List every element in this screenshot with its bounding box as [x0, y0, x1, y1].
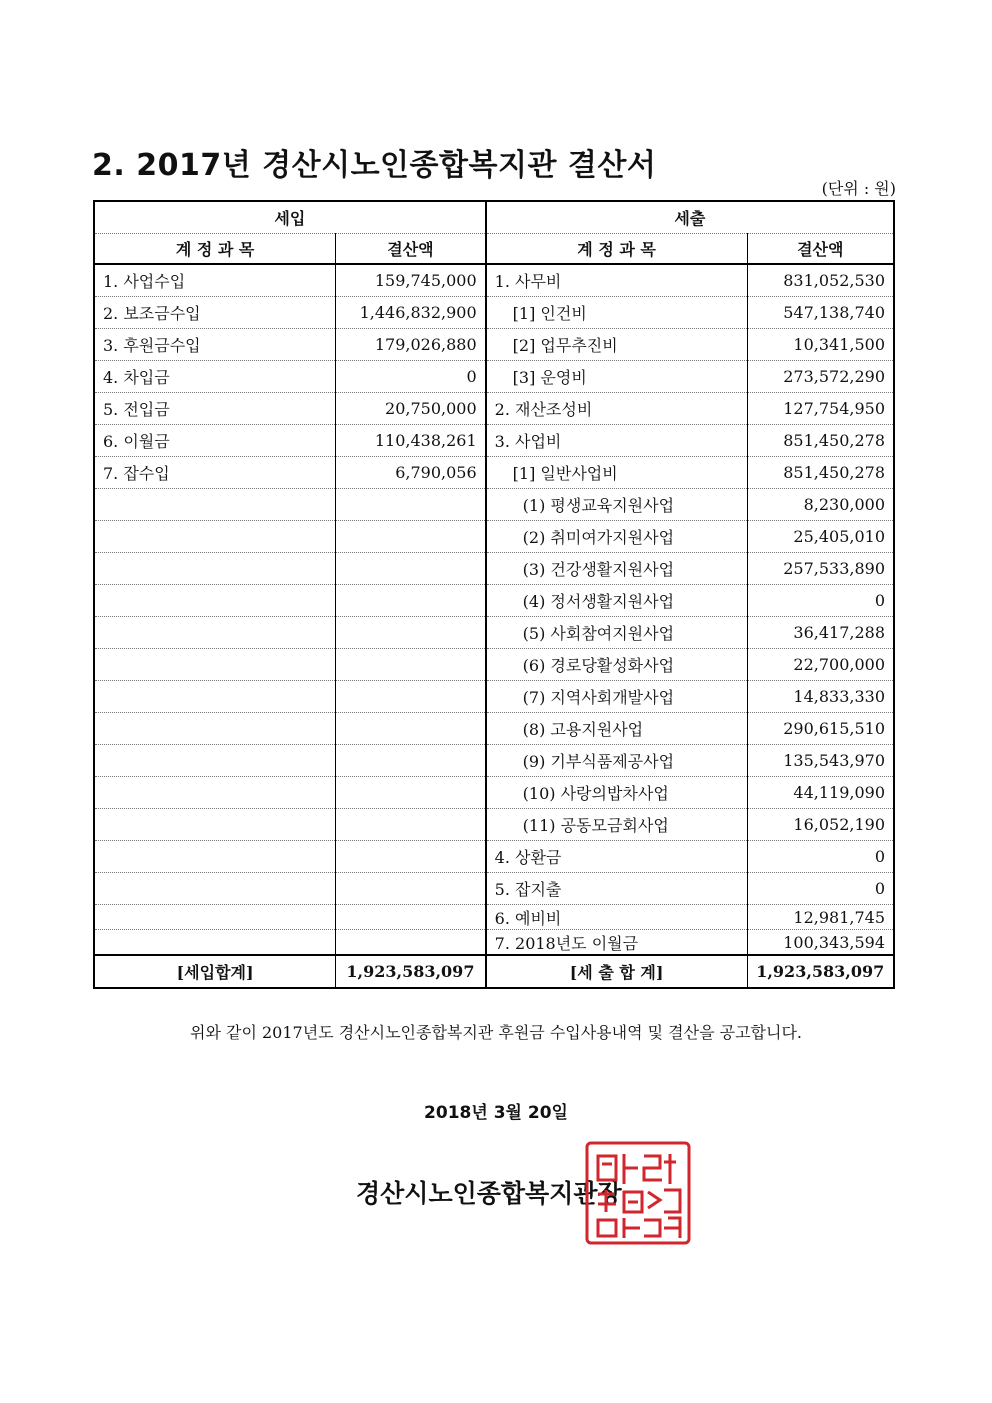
- expense-account-cell: 1. 사무비: [486, 264, 747, 297]
- expense-amount-cell: 10,341,500: [747, 329, 894, 361]
- expense-account-header: 계 정 과 목: [486, 234, 747, 265]
- income-header: 세입: [94, 201, 486, 234]
- income-amount-cell: [336, 489, 486, 521]
- signer-title: 경산시노인종합복지관장: [356, 1179, 622, 1208]
- table-row: [94, 841, 894, 873]
- expense-account-cell: (1) 평생교육지원사업: [486, 489, 747, 521]
- income-account-cell: 2. 보조금수입: [94, 297, 336, 329]
- document-title: 2. 2017년 경산시노인종합복지관 결산서: [92, 148, 657, 183]
- expense-account-cell: (10) 사랑의밥차사업: [486, 777, 747, 809]
- income-total-amount: 1,923,583,097: [336, 955, 486, 988]
- income-account-header: 계 정 과 목: [94, 234, 336, 265]
- expense-account-cell: (4) 정서생활지원사업: [486, 585, 747, 617]
- income-amount-cell: [336, 905, 486, 930]
- income-account-cell: [94, 617, 336, 649]
- income-account-cell: [94, 873, 336, 905]
- expense-account-cell: (3) 건강생활지원사업: [486, 553, 747, 585]
- expense-account-cell: [3] 운영비: [486, 361, 747, 393]
- income-account-cell: [94, 649, 336, 681]
- income-amount-cell: [336, 873, 486, 905]
- expense-amount-cell: 547,138,740: [747, 297, 894, 329]
- income-account-cell: [94, 585, 336, 617]
- income-account-cell: 1. 사업수입: [94, 264, 336, 297]
- income-amount-cell: [336, 681, 486, 713]
- income-account-cell: [94, 553, 336, 585]
- income-account-cell: [94, 777, 336, 809]
- table-row: [94, 681, 894, 713]
- table-row: [94, 745, 894, 777]
- expense-header: 세출: [486, 201, 894, 234]
- table-row: [94, 777, 894, 809]
- expense-amount-cell: 851,450,278: [747, 457, 894, 489]
- table-row: [94, 873, 894, 905]
- expense-account-cell: (2) 취미여가지원사업: [486, 521, 747, 553]
- table-row: [94, 297, 894, 329]
- income-amount-cell: 179,026,880: [336, 329, 486, 361]
- expense-amount-cell: 257,533,890: [747, 553, 894, 585]
- table-row: [94, 649, 894, 681]
- income-account-cell: 3. 후원금수입: [94, 329, 336, 361]
- table-row: [94, 361, 894, 393]
- expense-amount-cell: 44,119,090: [747, 777, 894, 809]
- income-amount-cell: 110,438,261: [336, 425, 486, 457]
- income-account-cell: [94, 841, 336, 873]
- expense-total-amount: 1,923,583,097: [747, 955, 894, 988]
- table-row: [94, 809, 894, 841]
- expense-amount-cell: 12,981,745: [747, 905, 894, 930]
- table-row: [94, 713, 894, 745]
- income-amount-cell: [336, 930, 486, 956]
- expense-amount-cell: 135,543,970: [747, 745, 894, 777]
- income-account-cell: [94, 681, 336, 713]
- income-total-label: [세입합계]: [94, 955, 336, 988]
- table-row: [94, 585, 894, 617]
- income-amount-cell: 1,446,832,900: [336, 297, 486, 329]
- income-amount-cell: 159,745,000: [336, 264, 486, 297]
- table-row: [94, 425, 894, 457]
- expense-account-cell: 6. 예비비: [486, 905, 747, 930]
- expense-account-cell: 2. 재산조성비: [486, 393, 747, 425]
- expense-amount-cell: 851,450,278: [747, 425, 894, 457]
- income-account-cell: [94, 489, 336, 521]
- expense-amount-cell: 0: [747, 873, 894, 905]
- expense-account-cell: (9) 기부식품제공사업: [486, 745, 747, 777]
- income-amount-cell: 6,790,056: [336, 457, 486, 489]
- expense-amount-cell: 36,417,288: [747, 617, 894, 649]
- income-amount-header: 결산액: [336, 234, 486, 265]
- expense-account-cell: (11) 공동모금회사업: [486, 809, 747, 841]
- expense-amount-cell: 273,572,290: [747, 361, 894, 393]
- expense-amount-cell: 290,615,510: [747, 713, 894, 745]
- table-row: [94, 930, 894, 956]
- income-amount-cell: 20,750,000: [336, 393, 486, 425]
- expense-account-cell: [1] 인건비: [486, 297, 747, 329]
- table-row: [94, 457, 894, 489]
- income-amount-cell: [336, 777, 486, 809]
- table-row: [94, 905, 894, 930]
- income-account-cell: [94, 521, 336, 553]
- expense-account-cell: (8) 고용지원사업: [486, 713, 747, 745]
- expense-amount-cell: 14,833,330: [747, 681, 894, 713]
- expense-account-cell: [1] 일반사업비: [486, 457, 747, 489]
- expense-amount-cell: 16,052,190: [747, 809, 894, 841]
- notice-date: 2018년 3월 20일: [424, 1103, 568, 1123]
- income-amount-cell: 0: [336, 361, 486, 393]
- expense-total-label: [세 출 합 계]: [486, 955, 747, 988]
- expense-amount-cell: 127,754,950: [747, 393, 894, 425]
- table-row: [94, 553, 894, 585]
- settlement-table: [93, 200, 895, 989]
- expense-account-cell: (5) 사회참여지원사업: [486, 617, 747, 649]
- income-account-cell: 4. 차입금: [94, 361, 336, 393]
- expense-amount-cell: 25,405,010: [747, 521, 894, 553]
- expense-amount-cell: 100,343,594: [747, 930, 894, 956]
- expense-account-cell: 3. 사업비: [486, 425, 747, 457]
- table-row: [94, 489, 894, 521]
- expense-account-cell: [2] 업무추진비: [486, 329, 747, 361]
- expense-amount-cell: 8,230,000: [747, 489, 894, 521]
- income-amount-cell: [336, 585, 486, 617]
- unit-label: (단위 : 원): [821, 179, 896, 198]
- income-account-cell: [94, 930, 336, 956]
- expense-account-cell: (7) 지역사회개발사업: [486, 681, 747, 713]
- expense-amount-cell: 831,052,530: [747, 264, 894, 297]
- income-account-cell: 7. 잡수입: [94, 457, 336, 489]
- income-amount-cell: [336, 521, 486, 553]
- income-amount-cell: [336, 553, 486, 585]
- table-subheader-row: [94, 234, 894, 265]
- expense-account-cell: 4. 상환금: [486, 841, 747, 873]
- income-account-cell: [94, 905, 336, 930]
- table-row: [94, 393, 894, 425]
- income-account-cell: [94, 809, 336, 841]
- table-row: [94, 521, 894, 553]
- table-row: [94, 617, 894, 649]
- table-row: [94, 264, 894, 297]
- expense-amount-cell: 22,700,000: [747, 649, 894, 681]
- expense-amount-header: 결산액: [747, 234, 894, 265]
- official-seal-stamp: [584, 1140, 692, 1246]
- income-amount-cell: [336, 713, 486, 745]
- notice-text: 위와 같이 2017년도 경산시노인종합복지관 후원금 수입사용내역 및 결산을 공고합니다.: [190, 1023, 802, 1042]
- income-account-cell: 5. 전입금: [94, 393, 336, 425]
- total-row: [94, 955, 894, 988]
- expense-account-cell: (6) 경로당활성화사업: [486, 649, 747, 681]
- income-amount-cell: [336, 841, 486, 873]
- expense-amount-cell: 0: [747, 841, 894, 873]
- expense-amount-cell: 0: [747, 585, 894, 617]
- income-amount-cell: [336, 745, 486, 777]
- income-account-cell: 6. 이월금: [94, 425, 336, 457]
- income-amount-cell: [336, 809, 486, 841]
- income-account-cell: [94, 745, 336, 777]
- income-account-cell: [94, 713, 336, 745]
- expense-account-cell: 5. 잡지출: [486, 873, 747, 905]
- income-amount-cell: [336, 649, 486, 681]
- expense-account-cell: 7. 2018년도 이월금: [486, 930, 747, 956]
- income-amount-cell: [336, 617, 486, 649]
- table-header-row: [94, 201, 894, 234]
- table-row: [94, 329, 894, 361]
